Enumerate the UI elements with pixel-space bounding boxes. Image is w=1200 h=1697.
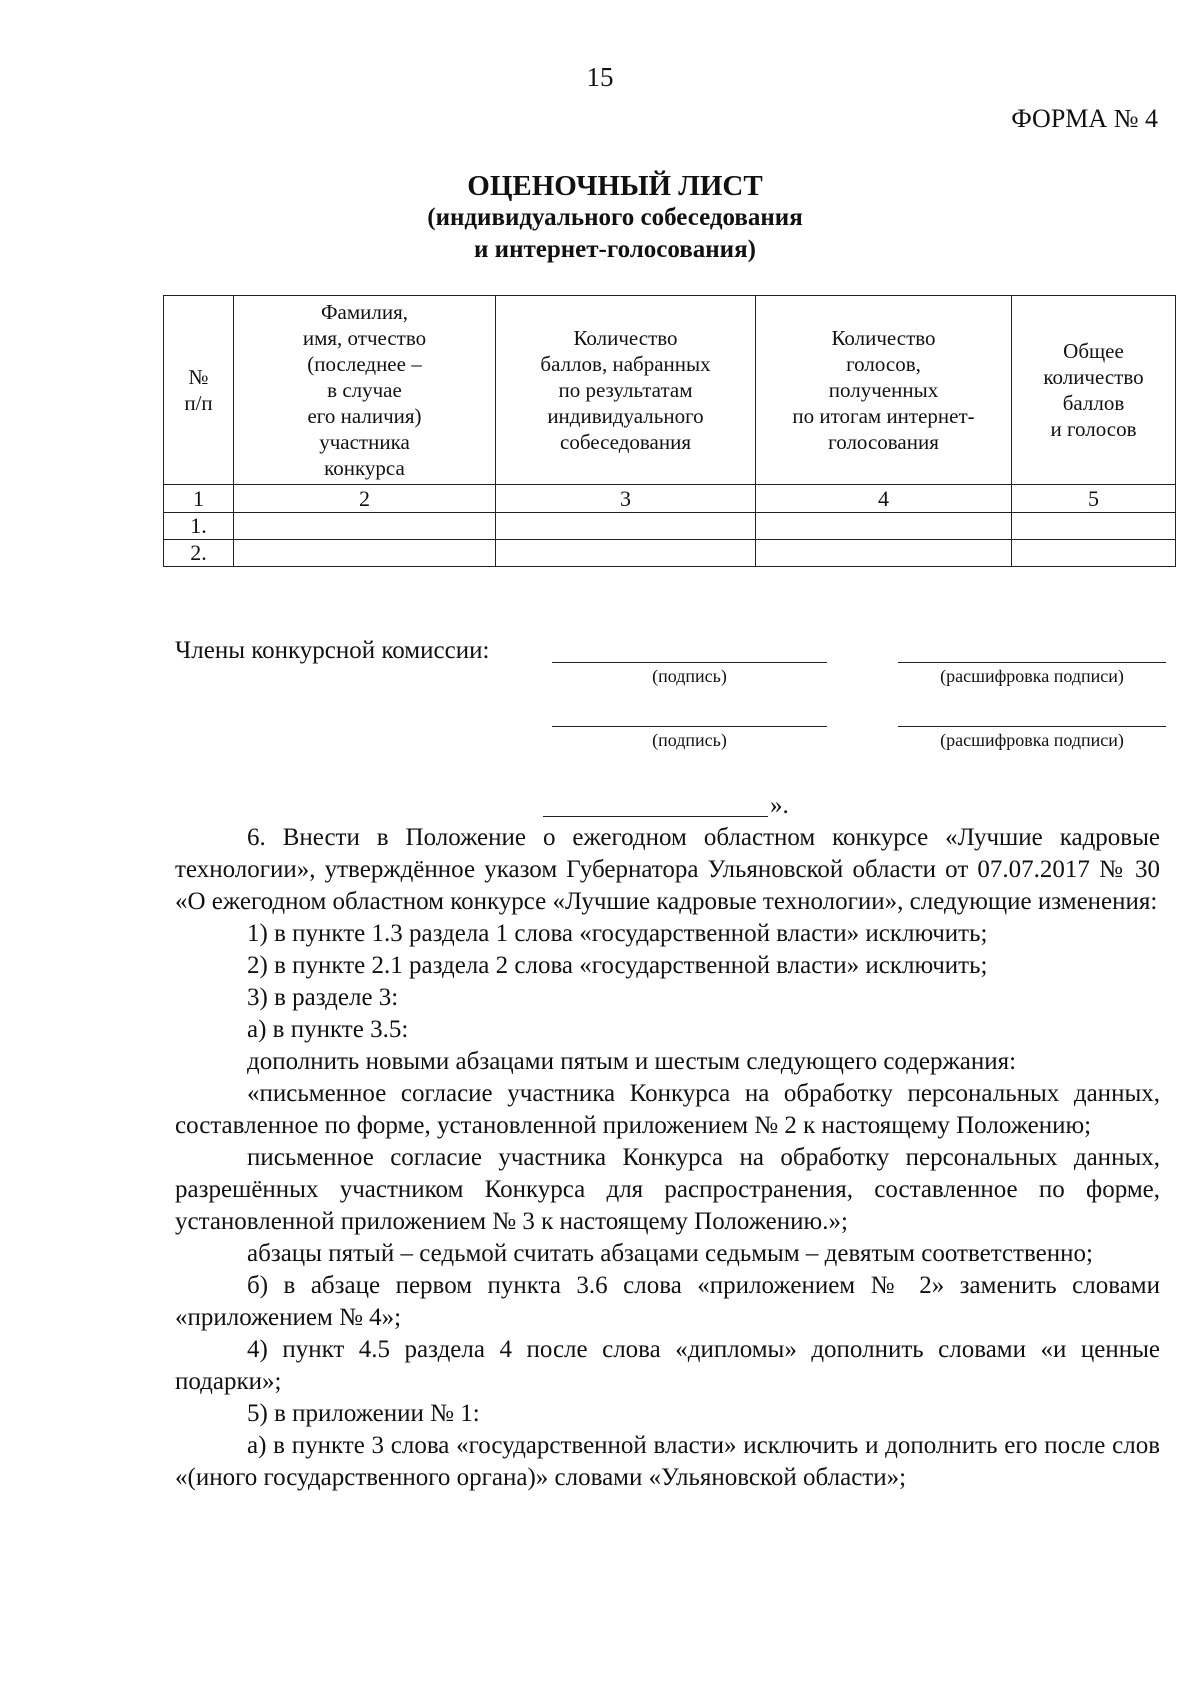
closing-mark: ». xyxy=(770,792,789,819)
header-total: Общее количество баллов и голосов xyxy=(1012,296,1176,485)
quoted-paragraph-5: «письменное согласие участника Конкурса на обработку персональных данных, составленное по форме, установленной приложением № 2 к настоящему Положению; xyxy=(175,1080,1160,1139)
evaluation-table xyxy=(163,295,1176,567)
table-cell xyxy=(756,540,1012,567)
header-interview-points: Количество баллов, набранных по результатам индивидуального собеседования xyxy=(496,296,756,485)
signature-line-2 xyxy=(552,726,827,727)
table-row xyxy=(164,513,1176,540)
amendment-subitem-b: б) в абзаце первом пункта 3.6 слова «приложением № 2» заменить словами «приложением № 4»; xyxy=(175,1272,1160,1331)
row-number: 2. xyxy=(164,540,234,567)
table-cell xyxy=(496,513,756,540)
column-number: 1 xyxy=(164,485,234,513)
document-title xyxy=(0,170,1200,266)
table-cell xyxy=(234,540,496,567)
paragraph-6: 6. Внести в Положение о ежегодном областном конкурсе «Лучшие кадровые технологии», утверждённое указом Губернатора Ульяновской области от 07.07.2017 № 30 «О ежегодном областном конкурсе «Лучшие кадровые технологии», следующие изменения: xyxy=(175,824,1160,915)
title-line-2: (индивидуального собеседования xyxy=(427,204,803,231)
decryption-caption-1: (расшифровка подписи) xyxy=(940,666,1124,686)
table-header-row xyxy=(164,296,1176,485)
amendment-item-5: 5) в приложении № 1: xyxy=(247,1400,480,1427)
table-cell xyxy=(496,540,756,567)
title-line-3: и интернет-голосования) xyxy=(474,236,756,263)
amendment-item-1: 1) в пункте 1.3 раздела 1 слова «государственной власти» исключить; xyxy=(247,920,988,947)
renumber-paragraphs: абзацы пятый – седьмой считать абзацами седьмым – девятым соответственно; xyxy=(247,1240,1093,1267)
page-number: 15 xyxy=(586,62,614,92)
column-number: 5 xyxy=(1012,485,1176,513)
amendment-subitem-a: а) в пункте 3.5: xyxy=(247,1016,409,1043)
amendment-item-2: 2) в пункте 2.1 раздела 2 слова «государственной власти» исключить; xyxy=(247,952,988,979)
closing-line xyxy=(543,816,768,817)
decryption-caption-2: (расшифровка подписи) xyxy=(940,730,1124,750)
title-line-1: ОЦЕНОЧНЫЙ ЛИСТ xyxy=(467,170,763,202)
signature-caption-1: (подпись) xyxy=(652,666,727,686)
signature-caption-2: (подпись) xyxy=(652,730,727,750)
amendment-add-paragraphs: дополнить новыми абзацами пятым и шестым следующего содержания: xyxy=(247,1048,1017,1075)
table-cell xyxy=(234,513,496,540)
commission-members-label: Члены конкурсной комиссии: xyxy=(175,637,490,664)
header-full-name: Фамилия, имя, отчество (последнее – в случае его наличия) участника конкурса xyxy=(234,296,496,485)
column-number: 3 xyxy=(496,485,756,513)
decryption-line-1 xyxy=(898,662,1166,663)
table-row xyxy=(164,540,1176,567)
table-cell xyxy=(1012,513,1176,540)
signature-line-1 xyxy=(552,662,827,663)
decryption-line-2 xyxy=(898,726,1166,727)
header-internet-votes: Количество голосов, полученных по итогам интернет- голосования xyxy=(756,296,1012,485)
row-number: 1. xyxy=(164,513,234,540)
form-label: ФОРМА № 4 xyxy=(1011,104,1158,133)
quoted-paragraph-6: письменное согласие участника Конкурса на обработку персональных данных, разрешённых участником Конкурса для распространения, составленное по форме, установленной приложением № 3 к настоящему Положению.»; xyxy=(175,1144,1160,1235)
column-number: 4 xyxy=(756,485,1012,513)
appendix-subitem-a: а) в пункте 3 слова «государственной власти» исключить и дополнить его после слов «(иного государственного органа)» словами «Ульяновской области»; xyxy=(175,1432,1160,1491)
amendment-item-4: 4) пункт 4.5 раздела 4 после слова «дипломы» дополнить словами «и ценные подарки»; xyxy=(175,1336,1160,1395)
table-cell xyxy=(1012,540,1176,567)
amendments-text xyxy=(175,822,1160,1494)
column-number: 2 xyxy=(234,485,496,513)
table-cell xyxy=(756,513,1012,540)
column-number-row xyxy=(164,485,1176,513)
amendment-item-3: 3) в разделе 3: xyxy=(247,984,399,1011)
header-number: № п/п xyxy=(164,296,234,485)
